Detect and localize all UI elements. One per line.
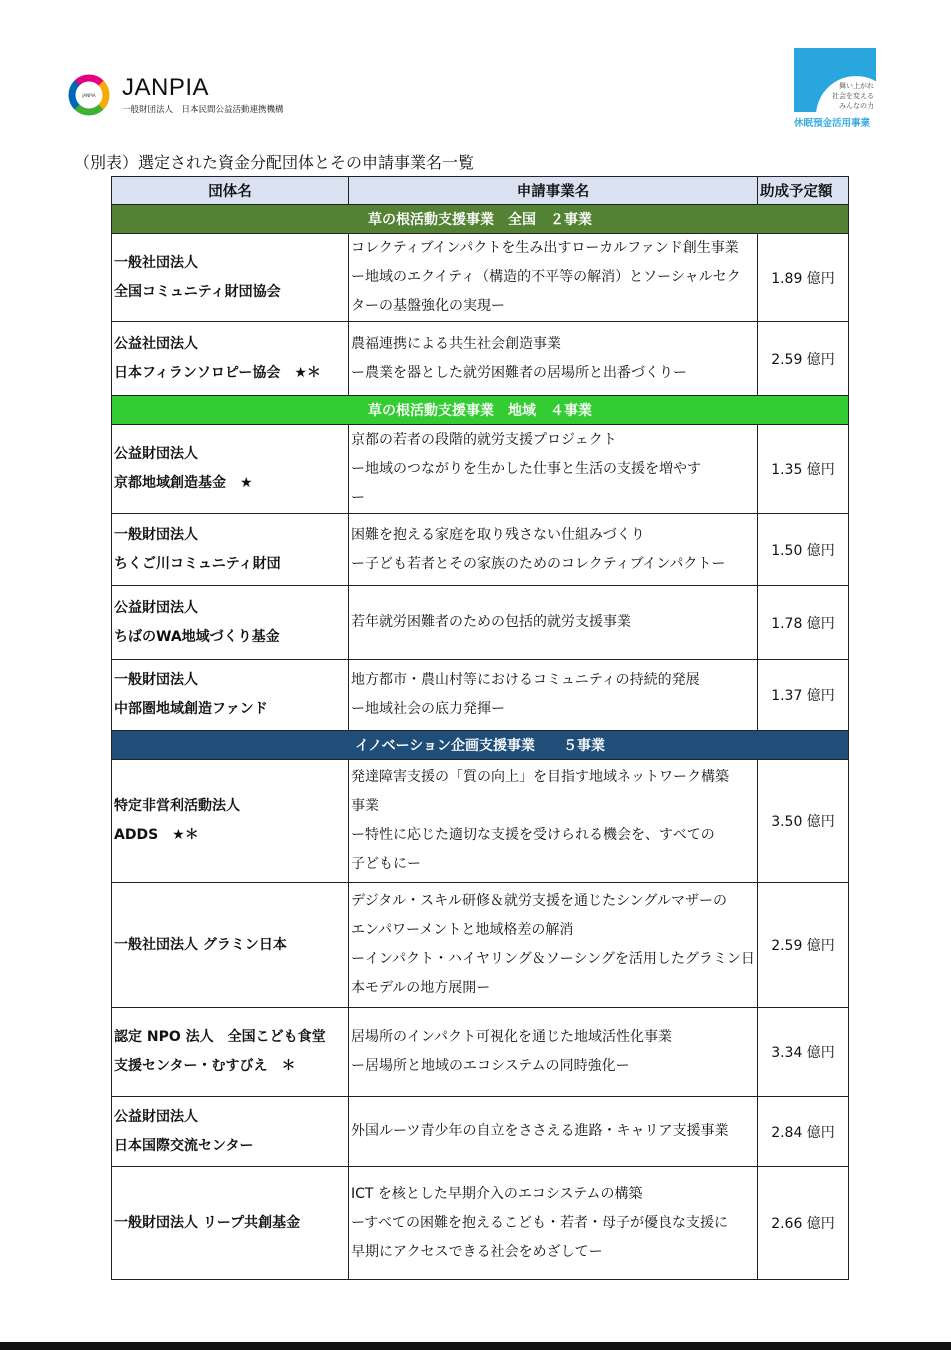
- header-project: 申請事業名: [349, 177, 758, 205]
- grant-amount: 2.84 億円: [758, 1097, 849, 1167]
- organization-name-line: 公益財団法人: [114, 1108, 198, 1125]
- project-name-line: 農福連携による共生社会創造事業: [351, 335, 561, 352]
- organization-name-line: 一般社団法人: [114, 254, 198, 271]
- project-name-line: 子どもにー: [351, 856, 421, 872]
- table-row: [112, 234, 849, 322]
- project-name: [349, 514, 758, 586]
- grant-amount: 2.66 億円: [758, 1167, 849, 1280]
- organization-name-line: 認定 NPO 法人 全国こども食堂: [114, 1029, 326, 1045]
- project-name-line: ー: [351, 489, 365, 506]
- organization-name: [112, 1008, 349, 1097]
- dormant-deposit-logo: [794, 48, 876, 130]
- dandelion-logo-icon: 舞い上がれ 社会を変える みんなの力: [794, 48, 876, 112]
- organization-name: [112, 883, 349, 1008]
- organization-name: [112, 660, 349, 731]
- organization-name-line: 全国コミュニティ財団協会: [114, 283, 281, 300]
- project-name-line: 事業: [351, 798, 379, 814]
- project-name: [349, 760, 758, 883]
- project-name-line: 困難を抱える家庭を取り残さない仕組みづくり: [351, 526, 645, 543]
- organization-name-line: 日本フィランソロピー協会 ★＊: [114, 364, 321, 381]
- janpia-logo-mark-icon: [66, 72, 112, 118]
- grant-amount: 2.59 億円: [758, 883, 849, 1008]
- grant-amount: 1.37 億円: [758, 660, 849, 731]
- logo-subtitle: 休眠預金活用事業: [794, 118, 871, 129]
- grant-amount: 1.89 億円: [758, 234, 849, 322]
- organization-name-line: 一般財団法人: [114, 672, 198, 688]
- project-name-line: ー地域のつながりを生かした仕事と生活の支援を増やす: [351, 460, 701, 477]
- table-row: [112, 586, 849, 660]
- table-row: [112, 883, 849, 1008]
- table-row: [112, 760, 849, 883]
- section-row: [112, 205, 849, 234]
- project-name-line: ー地域社会の底力発揮ー: [351, 701, 505, 717]
- project-name-line: ー子ども若者とその家族のためのコレクティブインパクトー: [351, 555, 726, 572]
- project-name-line: 地方都市・農山村等におけるコミュニティの持続的発展: [351, 672, 700, 688]
- table-row: [112, 1167, 849, 1280]
- janpia-logo: [66, 72, 296, 120]
- section-row: [112, 396, 849, 425]
- table-row: [112, 425, 849, 514]
- organization-name-line: 公益財団法人: [114, 599, 198, 616]
- project-name: [349, 425, 758, 514]
- project-name-line: デジタル・スキル研修＆就労支援を通じたシングルマザーの: [351, 893, 727, 909]
- project-name-line: ー地域のエクイティ（構造的不平等の解消）とソーシャルセク: [351, 269, 741, 285]
- header-amount: 助成予定額: [758, 177, 849, 205]
- project-name-line: ターの基盤強化の実現ー: [351, 298, 505, 314]
- project-name-line: 発達障害支援の「質の向上」を目指す地域ネットワーク構築: [351, 769, 729, 785]
- project-name-line: ー居場所と地域のエコシステムの同時強化ー: [351, 1058, 630, 1074]
- project-name: [349, 660, 758, 731]
- table-row: [112, 1097, 849, 1167]
- organization-name-line: 一般財団法人 リープ共創基金: [114, 1214, 301, 1231]
- project-name-line: 京都の若者の段階的就労支援プロジェクト: [351, 431, 617, 448]
- organization-name: [112, 322, 349, 396]
- section-title: 草の根活動支援事業 全国 ２事業: [112, 205, 849, 234]
- project-name: [349, 234, 758, 322]
- project-name: [349, 883, 758, 1008]
- section-row: [112, 731, 849, 760]
- project-name: [349, 1097, 758, 1167]
- project-name-line: 居場所のインパクト可視化を通じた地域活性化事業: [351, 1029, 673, 1045]
- organization-name: [112, 514, 349, 586]
- organization-name: [112, 1167, 349, 1280]
- organization-name-line: 中部圏地域創造ファンド: [114, 701, 268, 717]
- table-row: [112, 660, 849, 731]
- svg-text:JANPIA: JANPIA: [82, 93, 96, 98]
- project-name-line: コレクティブインパクトを生み出すローカルファンド創生事業: [351, 240, 739, 256]
- table-header-row: [112, 177, 849, 205]
- grant-amount: 3.50 億円: [758, 760, 849, 883]
- project-name-line: ICT を核とした早期介入のエコシステムの構築: [351, 1185, 643, 1202]
- organization-name-line: ちくご川コミュニティ財団: [114, 555, 281, 572]
- organization-name-line: ADDS ★＊: [114, 827, 199, 843]
- project-name-line: ー農業を器とした就労困難者の居場所と出番づくりー: [351, 364, 687, 381]
- organization-name: [112, 425, 349, 514]
- organization-name-line: 一般社団法人 グラミン日本: [114, 936, 287, 953]
- project-name-line: 外国ルーツ青少年の自立をささえる進路・キャリア支援事業: [351, 1123, 729, 1139]
- header-organization: 団体名: [112, 177, 349, 205]
- organization-name: [112, 760, 349, 883]
- logo-name: JANPIA: [122, 74, 210, 101]
- organization-name: [112, 586, 349, 660]
- organization-name-line: 公益社団法人: [114, 335, 198, 352]
- project-name: [349, 1008, 758, 1097]
- grant-amount: 3.34 億円: [758, 1008, 849, 1097]
- document-title: （別表）選定された資金分配団体とその申請事業名一覧: [74, 153, 475, 172]
- organization-name-line: 支援センター・むすびえ ＊: [114, 1058, 296, 1074]
- organization-name-line: 公益財団法人: [114, 446, 198, 462]
- project-name: [349, 1167, 758, 1280]
- section-title: 草の根活動支援事業 地域 ４事業: [112, 396, 849, 425]
- organization-name: [112, 1097, 349, 1167]
- project-name-line: ー特性に応じた適切な支援を受けられる機会を、すべての: [351, 827, 715, 843]
- project-name: [349, 322, 758, 396]
- grant-amount: 2.59 億円: [758, 322, 849, 396]
- footer-rule: [0, 1342, 951, 1350]
- project-name-line: エンパワーメントと地域格差の解消: [351, 922, 574, 938]
- table-row: [112, 1008, 849, 1097]
- organization-name-line: 特定非営利活動法人: [114, 798, 240, 814]
- organization-name-line: 日本国際交流センター: [114, 1137, 254, 1154]
- project-name: [349, 586, 758, 660]
- project-name-line: 早期にアクセスできる社会をめざしてー: [351, 1243, 603, 1260]
- organization-name-line: ちばのWA地域づくり基金: [114, 628, 280, 645]
- organization-name: [112, 234, 349, 322]
- grant-amount: 1.78 億円: [758, 586, 849, 660]
- logo-org-name: 一般財団法人 日本民間公益活動連携機構: [122, 105, 284, 115]
- table-row: [112, 322, 849, 396]
- grant-amount: 1.35 億円: [758, 425, 849, 514]
- project-name-line: ーすべての困難を抱えるこども・若者・母子が優良な支援に: [351, 1214, 729, 1231]
- section-title: イノベーション企画支援事業 ５事業: [112, 731, 849, 760]
- table-row: [112, 514, 849, 586]
- project-name-line: 若年就労困難者のための包括的就労支援事業: [351, 614, 631, 630]
- project-name-line: 本モデルの地方展開ー: [351, 980, 491, 996]
- organization-name-line: 一般財団法人: [114, 526, 198, 543]
- organization-table: [111, 176, 849, 1280]
- organization-name-line: 京都地域創造基金 ★: [114, 475, 253, 491]
- grant-amount: 1.50 億円: [758, 514, 849, 586]
- project-name-line: ーインパクト・ハイヤリング＆ソーシングを活用したグラミン日: [351, 951, 755, 967]
